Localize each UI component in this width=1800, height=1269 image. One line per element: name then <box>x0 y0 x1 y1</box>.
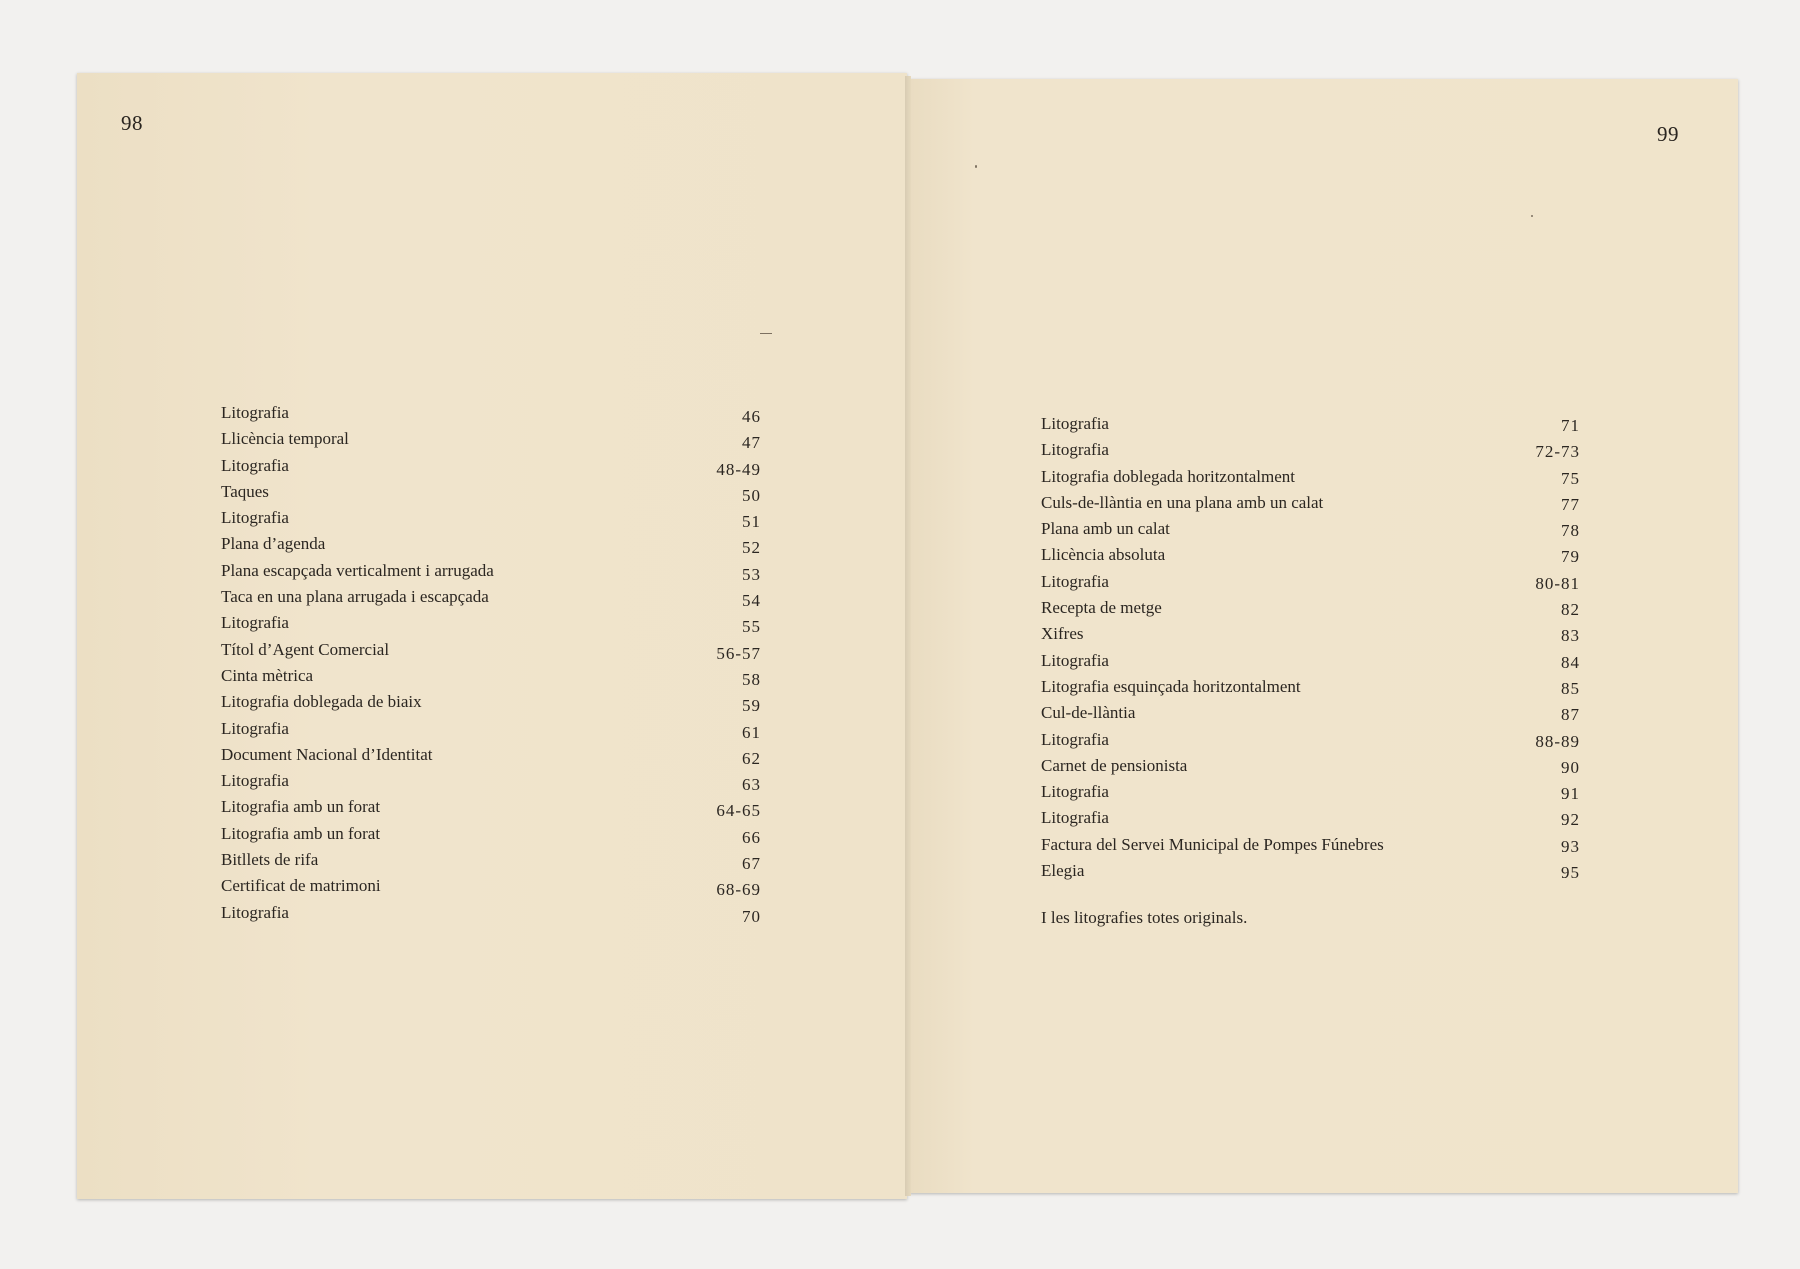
toc-entry-title: Litografia doblegada horitzontalment <box>1041 466 1295 486</box>
toc-entry-page: 93 <box>1561 836 1580 856</box>
toc-entry-title: Litografia <box>221 771 289 791</box>
toc-entry <box>1041 490 1580 516</box>
toc-entry <box>221 768 761 794</box>
toc-entry <box>1041 437 1580 463</box>
toc-entry <box>1041 832 1580 858</box>
toc-entry-page: 66 <box>742 827 761 847</box>
toc-entry-page: 55 <box>742 617 761 637</box>
toc-entry <box>221 637 761 663</box>
toc-entry <box>221 558 761 584</box>
toc-entry-page: 64-65 <box>716 801 761 821</box>
toc-entry <box>221 505 761 531</box>
right-page-number: 99 <box>1657 122 1679 146</box>
toc-entry <box>1041 411 1580 437</box>
toc-entry <box>1041 569 1580 595</box>
toc-entry-page: 78 <box>1561 521 1580 541</box>
book-gutter <box>905 76 911 1196</box>
toc-entry <box>1041 516 1580 542</box>
toc-entry-page: 63 <box>742 775 761 795</box>
toc-entry-page: 67 <box>742 854 761 874</box>
toc-entry <box>1041 464 1580 490</box>
toc-entry <box>221 900 761 926</box>
toc-entry-title: Elegia <box>1041 861 1085 881</box>
toc-entry-title: Llicència temporal <box>221 429 349 449</box>
toc-entry-title: Litografia esquinçada horitzontalment <box>1041 676 1301 696</box>
toc-entry-page: 53 <box>742 564 761 584</box>
toc-entry-title: Document Nacional d’Identitat <box>221 744 433 764</box>
toc-entry <box>1041 779 1580 805</box>
toc-entry-page: 54 <box>742 591 761 611</box>
toc-entry <box>221 821 761 847</box>
toc-entry <box>1041 753 1580 779</box>
toc-entry <box>221 663 761 689</box>
toc-entry-title: Litografia <box>221 902 289 922</box>
toc-entry-title: Litografia <box>221 455 289 475</box>
toc-entry-page: 70 <box>742 906 761 926</box>
toc-entry-title: Factura del Servei Municipal de Pompes Fúnebres <box>1041 834 1384 854</box>
toc-entry-title: Litografia <box>1041 782 1109 802</box>
toc-entry-title: Litografia <box>1041 414 1109 433</box>
toc-entry <box>221 426 761 452</box>
toc-entry-title: Títol d’Agent Comercial <box>221 639 390 659</box>
toc-entry <box>221 584 761 610</box>
toc-entry <box>221 873 761 899</box>
left-page-number: 98 <box>121 111 143 135</box>
toc-entry <box>1041 700 1580 726</box>
toc-entry-page: 75 <box>1561 468 1580 488</box>
toc-entry-title: Taca en una plana arrugada i escapçada <box>221 587 489 607</box>
toc-entry-page: 47 <box>742 433 761 453</box>
toc-entry <box>221 479 761 505</box>
toc-entry-page: 48-49 <box>716 459 761 479</box>
toc-entry-page: 83 <box>1561 626 1580 646</box>
toc-entry-page: 62 <box>742 748 761 768</box>
toc-entry-page: 91 <box>1561 784 1580 804</box>
toc-entry-page: 46 <box>742 407 761 426</box>
toc-entry <box>221 742 761 768</box>
toc-entry-page: 85 <box>1561 678 1580 698</box>
toc-entry-page: 87 <box>1561 705 1580 725</box>
toc-entry <box>1041 805 1580 831</box>
toc-entry <box>1041 858 1580 884</box>
toc-entry <box>1041 595 1580 621</box>
toc-entry <box>221 847 761 873</box>
toc-entry-title: Llicència absoluta <box>1041 545 1166 565</box>
toc-entry-title: Litografia amb un forat <box>221 823 381 843</box>
toc-entry-title: Litografia <box>1041 440 1109 460</box>
toc-entry-title: Cinta mètrica <box>221 665 314 685</box>
right-table-of-contents <box>1041 411 1580 884</box>
toc-entry <box>1041 727 1580 753</box>
toc-entry-title: Litografia <box>1041 808 1109 828</box>
toc-entry-title: Recepta de metge <box>1041 598 1162 618</box>
paper-speck <box>975 165 977 168</box>
toc-entry-page: 90 <box>1561 757 1580 777</box>
toc-entry-title: Bitllets de rifa <box>221 850 319 870</box>
toc-entry-page: 68-69 <box>716 880 761 900</box>
toc-entry-page: 52 <box>742 538 761 558</box>
toc-entry-page: 56-57 <box>716 643 761 663</box>
toc-entry-page: 58 <box>742 669 761 689</box>
toc-entry <box>221 716 761 742</box>
toc-entry-page: 50 <box>742 485 761 505</box>
toc-entry-title: Litografia <box>1041 571 1109 591</box>
toc-entry-title: Carnet de pensionista <box>1041 755 1188 775</box>
toc-entry-page: 84 <box>1561 652 1580 672</box>
toc-entry-page: 92 <box>1561 810 1580 830</box>
toc-entry-title: Litografia doblegada de biaix <box>221 692 422 712</box>
footnote: I les litografies totes originals. <box>1041 908 1248 927</box>
toc-entry-title: Litografia amb un forat <box>221 797 381 817</box>
toc-entry <box>1041 674 1580 700</box>
toc-entry <box>221 453 761 479</box>
toc-entry-page: 80-81 <box>1535 573 1580 593</box>
toc-entry-title: Plana escapçada verticalment i arrugada <box>221 560 494 580</box>
toc-entry-page: 71 <box>1561 416 1580 435</box>
toc-entry <box>221 610 761 636</box>
left-table-of-contents <box>221 400 761 926</box>
toc-entry-title: Litografia <box>221 613 289 633</box>
paper-mark <box>760 333 772 334</box>
toc-entry-title: Litografia <box>1041 729 1109 749</box>
toc-entry <box>1041 621 1580 647</box>
toc-entry <box>221 794 761 820</box>
toc-entry-page: 59 <box>742 696 761 716</box>
toc-entry-page: 79 <box>1561 547 1580 567</box>
toc-entry <box>1041 648 1580 674</box>
paper-speck <box>1531 215 1533 217</box>
toc-entry-title: Plana d’agenda <box>221 534 326 554</box>
toc-entry-page: 61 <box>742 722 761 742</box>
toc-entry <box>1041 542 1580 568</box>
toc-entry <box>221 400 761 426</box>
toc-entry-title: Culs-de-llàntia en una plana amb un calat <box>1041 492 1324 512</box>
toc-entry-page: 72-73 <box>1535 442 1580 462</box>
toc-entry-page: 88-89 <box>1535 731 1580 751</box>
toc-entry-title: Cul-de-llàntia <box>1041 703 1136 723</box>
toc-entry-title: Plana amb un calat <box>1041 519 1170 539</box>
toc-entry-page: 95 <box>1561 863 1580 883</box>
toc-entry-title: Taques <box>221 481 269 501</box>
toc-entry-title: Litografia <box>1041 650 1109 670</box>
toc-entry <box>221 689 761 715</box>
toc-entry-title: Certificat de matrimoni <box>221 876 381 896</box>
toc-entry-title: Xifres <box>1041 624 1084 644</box>
toc-entry <box>221 531 761 557</box>
toc-entry-page: 51 <box>742 512 761 532</box>
toc-entry-title: Litografia <box>221 508 289 528</box>
toc-entry-title: Litografia <box>221 403 289 422</box>
toc-entry-page: 77 <box>1561 494 1580 514</box>
toc-entry-title: Litografia <box>221 718 289 738</box>
toc-entry-page: 82 <box>1561 600 1580 620</box>
